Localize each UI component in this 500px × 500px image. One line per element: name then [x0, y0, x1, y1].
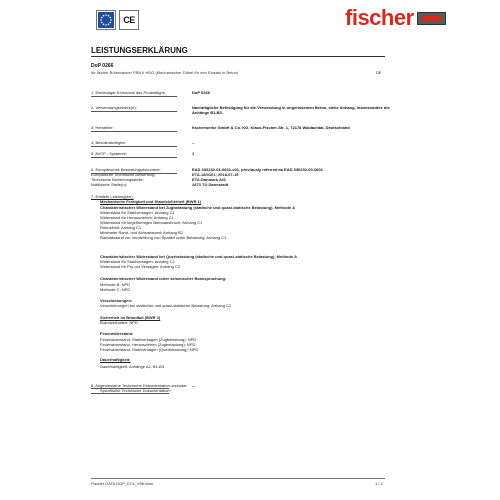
performance-line: Minimaler Rand- und Achsabstand: Anhang B2: [100, 230, 183, 235]
performance-line: Feuerwiderstand, Herausziehen (Zugbelastung): NPD: [100, 342, 196, 347]
row-2-underline: [91, 111, 177, 112]
performance-line: Feuerwiderstand, Stahlversagen (Zugbelastung): NPD: [100, 337, 197, 342]
certification-logos: [96, 10, 139, 30]
performance-line: Widerstand für Stahlversagen: Anhang C1: [100, 210, 175, 215]
row-2-value: Nachträgliche Befestigung für die Verwendung in ungerissenem Beton, siehe Anhang, insbesondere die Anhänge B1-B3.: [192, 105, 390, 116]
page-title: LEISTUNGSERKLÄRUNG: [91, 46, 188, 55]
row-4-underline: [91, 146, 177, 147]
row-5-value: 1: [192, 151, 195, 156]
footer-rule: [91, 478, 385, 479]
ce-mark-icon: CE: [119, 10, 139, 30]
row-5-label: 5. AVCP - System/e:: [91, 151, 128, 156]
row-5-underline: [91, 157, 177, 158]
row-1-label: 1. Eindeutiger Kenncode des Produkttyps:: [91, 90, 166, 95]
assessment-value-2: ETA-Danmark A/S: [192, 177, 226, 182]
performance-line: Verschiebungen bei statischer und quasi-statischer Belastung: Anhang C2: [100, 303, 232, 308]
assessment-label-2: Technische Bewertungsstelle:: [91, 177, 144, 182]
section-8-label-line-1: 8. Angemessene Technische Dokumentation und/oder: [91, 383, 187, 388]
displacement-heading: Verschiebungen:: [100, 298, 133, 303]
section-8-label-line-2: Spezifische Technische Dokumentation:: [100, 388, 171, 393]
performance-line: Methode C: NPD: [100, 287, 131, 292]
fischer-logo: [345, 5, 446, 31]
tension-resistance-heading: Charakteristischer Widerstand bei Zugbelastung (statische und quasi-statische Belastung), Methode A: [100, 205, 295, 210]
row-4-label: 4. Bevollmächtigter:: [91, 140, 127, 145]
performance-line: Methode B: NPD: [100, 282, 131, 287]
section-7-label: 7. Erklärte Leistung(en):: [91, 194, 134, 199]
performance-line: Randabstand zur Vermeidung von Spalten unter Belastung: Anhang C1: [100, 235, 227, 240]
row-3-label: 3. Hersteller:: [91, 125, 114, 130]
shear-resistance-heading: Charakteristischer Widerstand bei Querbelastung (statische und quasi-statische Belastung), Methode A: [100, 254, 297, 259]
performance-line: Widerstand für Stahlversagen: Anhang C2: [100, 259, 175, 264]
page-number: 1 / 2: [375, 481, 383, 486]
brand-wordmark: fischer: [345, 5, 414, 30]
brand-plug-icon: [417, 12, 446, 25]
row-4-value: --: [192, 140, 195, 145]
performance-line: Widerstand für Herausziehen: Anhang C1: [100, 215, 174, 220]
section-bwr2-heading: Sicherheit im Brandfall (BWR 2): [100, 315, 161, 320]
assessment-label-3: Notifizierte Stelle(n):: [91, 182, 128, 187]
dop-number: DoP 0266: [91, 63, 114, 69]
row-6-label: 6. Europäisches Bewertungsdokument:: [91, 167, 161, 172]
dop-subtitle: für fischer Bolzenanker FBN II HDG (Mechanischer Dübel für den Einsatz in Beton): [91, 70, 239, 75]
fire-resistance-heading: Feuerwiderstand:: [100, 331, 134, 336]
performance-line: Brandverhalten: NPD: [100, 320, 138, 325]
assessment-value-3: 2873 TU Darmstadt: [192, 182, 229, 187]
assessment-label-1: Europäische Technische Bewertung:: [91, 172, 156, 177]
row-1-value: DoP 0266: [192, 90, 210, 95]
seismic-heading: Charakteristischer Widerstand unter seismischer Beanspruchung:: [100, 276, 227, 281]
performance-line: Robustheit: Anhang C1: [100, 225, 142, 230]
section-8-value: --: [192, 383, 195, 388]
row-3-value: fischerwerke GmbH & Co. KG, Klaus-Fischer-Str. 1, 72178 Waldachtal, Deutschland: [192, 125, 350, 130]
assessment-value-1: ETA-18/0101; 2018-07-19: [192, 172, 239, 177]
performance-line: Widerstand für kegelförmigen Betonausbruch: Anhang C1: [100, 220, 203, 225]
performance-line: Dauerhaftigkeit: Anhänge A2, B1-B3: [100, 364, 165, 369]
performance-line: Widerstand für Pry-out Versagen: Anhang C2: [100, 264, 181, 269]
section-8-underline-2: [91, 393, 169, 394]
performance-line: Feuerwiderstand, Stahlversagen (Querbelastung): NPD: [100, 347, 199, 352]
row-6-value: EAD 330232-01-0601-v01, previously referred as EAD 330232-00-0601: [192, 167, 323, 172]
row-3-underline: [91, 131, 177, 132]
footer-filename: Fischer DATA DOP_ECs_V66.xlsm: [91, 481, 154, 486]
language-code: DE: [376, 70, 382, 75]
section-bwr1-heading: Mechanische Festigkeit und Standsicherheit (BWR 1): [100, 199, 202, 204]
eu-stars-icon: [96, 10, 116, 30]
durability-heading: Dauerhaftigkeit:: [100, 357, 131, 362]
title-rule: [91, 56, 385, 57]
row-1-underline: [91, 96, 177, 97]
section-8-underline-1: [91, 388, 169, 389]
row-2-label: 2. Verwendungszweck(e):: [91, 105, 137, 110]
